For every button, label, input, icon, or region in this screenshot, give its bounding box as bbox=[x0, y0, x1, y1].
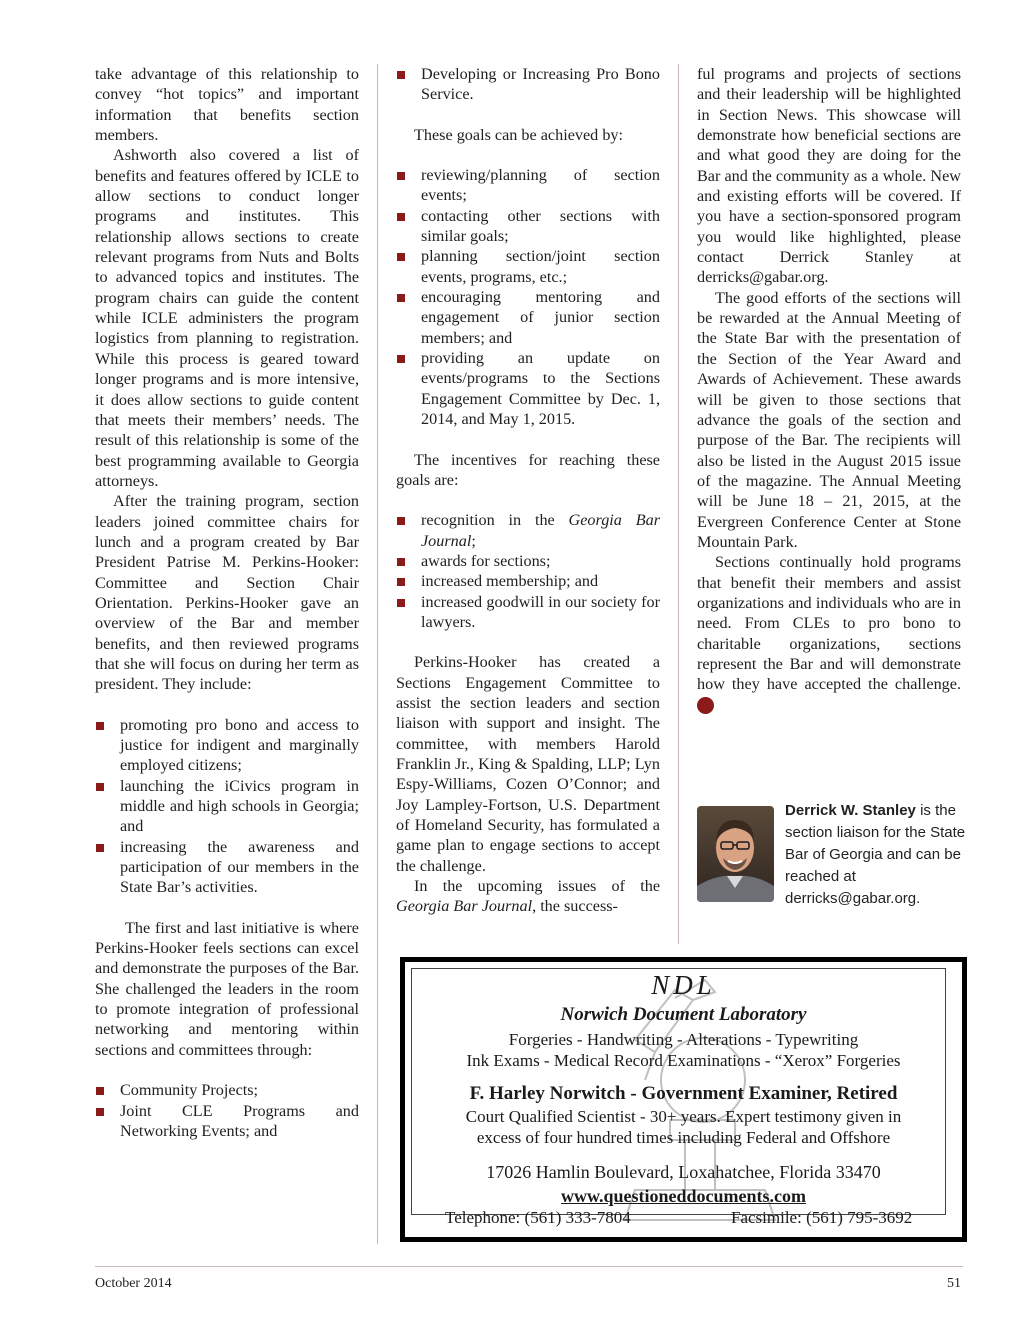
article-column-3 bbox=[697, 64, 961, 715]
issue-date: October 2014 bbox=[95, 1276, 172, 1291]
column-divider bbox=[377, 64, 378, 1244]
ad-facsimile: Facsimile: (561) 795-3692 bbox=[731, 1208, 913, 1227]
list-item: providing an update on events/programs to the Sections Engagement Committee by Dec. 1, 2014, and May 1, 2015. bbox=[396, 348, 660, 429]
ad-logo: NDL bbox=[651, 970, 716, 1000]
paragraph-text: In the upcoming issues of the bbox=[414, 877, 660, 896]
paragraph: Perkins-Hooker has created a Sections Engagement Committee to assist the section leaders and section liaison with support and insight. The committee, with members Harold Franklin Jr., King & Spalding, LLP; Lyn Espy-Williams, Cozen O’Connor; and Joy Lampley-Fortson, U.S. Department of Homeland Security, has formulated a game plan to engage sections to accept the challenge. bbox=[396, 653, 660, 875]
paragraph: These goals can be achieved by: bbox=[414, 125, 623, 144]
ad-address: 17026 Hamlin Boulevard, Loxahatchee, Florida 33470 bbox=[486, 1162, 881, 1182]
ad-company-name: Norwich Document Laboratory bbox=[560, 1004, 807, 1025]
list-item: Joint CLE Programs and Networking Events; and bbox=[95, 1101, 359, 1142]
ad-examiner-name: F. Harley Norwitch - Government Examiner, Retired bbox=[469, 1083, 898, 1104]
paragraph bbox=[697, 552, 961, 715]
paragraph: The incentives for reaching these goals are: bbox=[396, 450, 660, 489]
page-number: 51 bbox=[947, 1276, 961, 1291]
achievement-list bbox=[396, 165, 660, 429]
author-photo bbox=[697, 806, 774, 902]
paragraph: The first and last initiative is where Perkins-Hooker feels sections can excel and demonstrate the purposes of the Bar. She challenged the leaders in the room to promote integration of professional networking and mentoring within sections and committees through: bbox=[95, 918, 359, 1059]
list-text: recognition in the bbox=[421, 511, 569, 530]
author-name: Derrick W. Stanley bbox=[785, 802, 916, 819]
paragraph: Ashworth also covered a list of benefits and features offered by ICLE to allow sections to conduct longer programs and institutes. This relationship allows sections to create relevant programs from Nuts and Bolts to advanced topics and institutes. The program chairs can guide the content while ICLE administers the program logistics from planning to registration. While this process is geared toward longer programs and is more intensive, it does allow sections to guide content that meets their members’ needs. The result of this relationship is some of the best programming available to Georgia attorneys. bbox=[95, 146, 359, 490]
ad-credentials-line: Court Qualified Scientist - 30+ years. Expert testimony given in bbox=[465, 1107, 902, 1126]
paragraph: ful programs and projects of sections and their leadership will be highlighted in Section News. This showcase will demonstrate how beneficial sections are and what good they are doing for the Bar and the community as a whole. New and existing efforts will be covered. If you have a section-sponsored program you would like highlighted, please contact Derrick Stanley at derricks@gabar.org. bbox=[697, 65, 961, 287]
paragraph bbox=[396, 876, 660, 917]
list-item bbox=[396, 510, 660, 551]
author-bio-text bbox=[785, 800, 970, 910]
ad-services-line: Forgeries - Handwriting - Alterations - Typewriting bbox=[508, 1030, 859, 1049]
article-column-1 bbox=[95, 64, 359, 1141]
list-text: ; bbox=[471, 531, 476, 550]
paragraph-text: Sections continually hold programs that benefit their members and assist organizations and individuals who are in need. From CLEs to pro bono to charitable organizations, sections represent the Bar and will demonstrate how they have accepted the challenge. bbox=[697, 553, 961, 694]
list-item: encouraging mentoring and engagement of junior section members; and bbox=[396, 287, 660, 348]
ad-services-line: Ink Exams - Medical Record Examinations - “Xerox” Forgeries bbox=[466, 1051, 901, 1070]
paragraph: take advantage of this relationship to convey “hot topics” and important information that benefits section members. bbox=[95, 65, 359, 145]
advertisement-box bbox=[400, 957, 967, 1242]
list-item: planning section/joint section events, programs, etc.; bbox=[396, 246, 660, 287]
initiatives-list bbox=[95, 715, 359, 898]
journal-title: Georgia Bar Journal bbox=[421, 511, 660, 550]
list-item: launching the iCivics program in middle and high schools in Georgia; and bbox=[95, 776, 359, 837]
list-item: Community Projects; bbox=[95, 1080, 359, 1100]
list-item: awards for sections; bbox=[396, 551, 660, 571]
list-item: promoting pro bono and access to justice for indigent and marginally employed citizens; bbox=[95, 715, 359, 776]
column-divider bbox=[678, 64, 679, 944]
incentives-list bbox=[396, 510, 660, 632]
paragraph: The good efforts of the sections will be rewarded at the Annual Meeting of the State Bar with the presentation of the Section of the Year Award and Awards of Achievement. These awards will be given to those sections that advance the goals of the section and purpose of the Bar. The recipients will also be listed in the August 2015 issue of the magazine. The Annual Meeting will be June 18 – 21, 2015, at the Evergreen Conference Center at Stone Mountain Park. bbox=[697, 288, 961, 551]
list-item: increasing the awareness and participation of our members in the State Bar’s activities. bbox=[95, 837, 359, 898]
ad-telephone: Telephone: (561) 333-7804 bbox=[445, 1208, 631, 1227]
list-item: Developing or Increasing Pro Bono Service. bbox=[396, 64, 660, 105]
list-item: increased goodwill in our society for lawyers. bbox=[396, 592, 660, 633]
gbj-end-mark-icon: GBJ bbox=[697, 697, 714, 714]
footer-divider bbox=[95, 1266, 963, 1267]
list-item: contacting other sections with similar goals; bbox=[396, 206, 660, 247]
integration-list bbox=[95, 1080, 359, 1141]
list-item: increased membership; and bbox=[396, 571, 660, 591]
article-column-2 bbox=[396, 64, 660, 917]
journal-title: Georgia Bar Journal bbox=[396, 897, 533, 916]
author-description: is the section liaison for the State Bar of Georgia and can be reached at derricks@gabar.org. bbox=[785, 802, 966, 907]
list-item: reviewing/planning of section events; bbox=[396, 165, 660, 206]
ad-credentials-line: excess of four hundred times including Federal and Offshore bbox=[476, 1128, 891, 1147]
ad-website-link[interactable]: www.questioneddocuments.com bbox=[560, 1186, 806, 1206]
paragraph: After the training program, section leaders joined committee chairs for lunch and a program created by Bar President Patrise M. Perkins-Hooker: Committee and Section Chair Orientation. Perkins-Hooker gave an overview of the Bar and member benefits, and then reviewed programs that she will focus on during her term as president. They include: bbox=[95, 492, 359, 694]
author-bio bbox=[697, 800, 967, 912]
goals-list-continued bbox=[396, 64, 660, 105]
paragraph-text: , the success- bbox=[532, 897, 618, 916]
